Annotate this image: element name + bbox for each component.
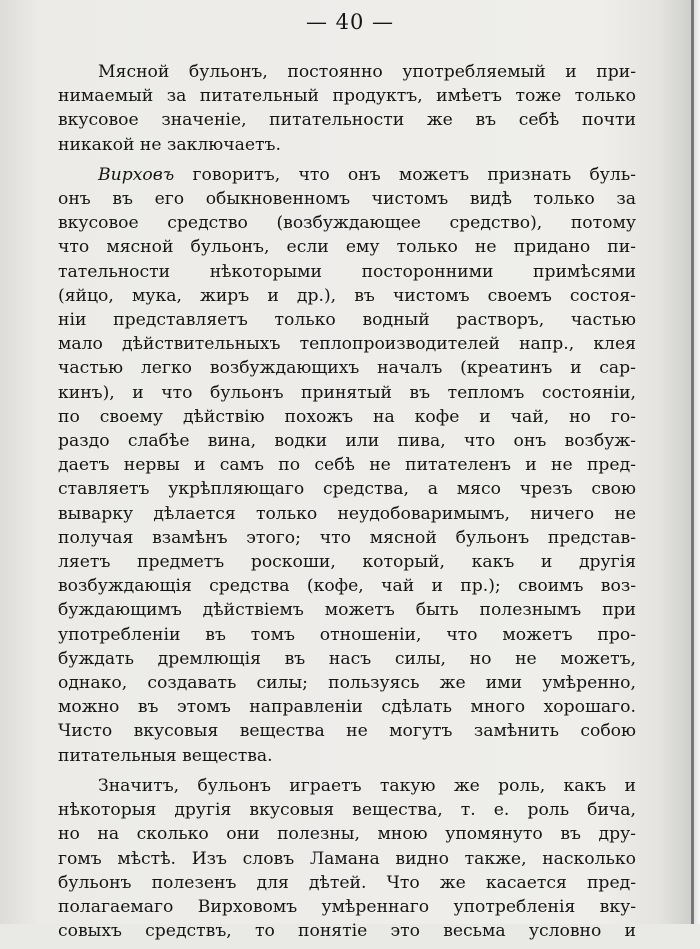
text-line: даетъ нервы и самъ по себѣ не питателенъ и не пред- <box>58 455 636 476</box>
text-line: никакой не заключаетъ. <box>58 134 281 155</box>
text-line: бульонъ полезенъ для дѣтей. Что же касается пред- <box>58 872 636 893</box>
text-line-first <box>58 163 636 187</box>
text-line: употребленіи въ томъ отношеніи, что можетъ про- <box>58 624 636 645</box>
author-name: Вирховъ <box>98 164 175 185</box>
text-line: онъ въ его обыкновенномъ чистомъ видѣ только за <box>58 189 636 210</box>
text-line: получая взамѣнъ этого; что мясной бульонъ представ- <box>58 527 636 548</box>
text-line: нѣкоторыя другія вкусовыя вещества, т. е. роль бича, <box>58 800 636 821</box>
text-line: возбуждающія средства (кофе, чай и пр.); своимъ воз- <box>58 576 636 597</box>
text-line: раздо слабѣе вина, водки или пива, что онъ возбуж- <box>58 431 636 452</box>
text-line: Чисто вкусовыя вещества не могутъ замѣнить собою <box>58 721 636 742</box>
text-line-rest: говоритъ, что онъ можетъ признать буль- <box>174 164 636 185</box>
text-line: но на сколько они полезны, мною упомянуто въ дру- <box>58 824 636 845</box>
text-line: мало дѣйствительныхъ теплопроизводителей напр., клея <box>58 334 636 355</box>
text-line: Значитъ, бульонъ играетъ такую же роль, какъ и <box>98 775 636 796</box>
text-line: гомъ мѣстѣ. Изъ словъ Ламана видно также, насколько <box>58 848 636 869</box>
paragraph-1 <box>58 60 636 157</box>
text-line: тательности нѣкоторыми посторонними примѣсями <box>58 261 636 282</box>
text-line: можно въ этомъ направленіи сдѣлать много хорошаго. <box>58 697 636 718</box>
page-text <box>58 60 636 949</box>
text-line: однако, создавать силы; пользуясь же ими умѣренно, <box>58 673 636 694</box>
text-line: вкусовое средство (возбуждающее средство), потому <box>58 213 636 234</box>
text-line: буждающимъ дѣйствіемъ можетъ быть полезнымъ при <box>58 600 636 621</box>
text-line: частью легко возбуждающихъ началъ (креатинъ и сар- <box>58 358 636 379</box>
text-line: питательныя вещества. <box>58 745 273 766</box>
paragraph-2 <box>58 163 636 768</box>
text-line: выварку дѣлается только неудобоваримымъ, ничего не <box>58 503 636 524</box>
text-line: по своему дѣйствію похожъ на кофе и чай, но го- <box>58 406 636 427</box>
text-line: ляетъ предметъ роскоши, который, какъ и другія <box>58 552 636 573</box>
text-line: вкусовое значеніе, питательности же въ себѣ почти <box>58 110 636 131</box>
text-line: полагаемаго Вирховомъ умѣреннаго употребленія вку- <box>58 896 636 917</box>
text-line: Мясной бульонъ, постоянно употребляемый и при- <box>98 62 636 82</box>
paragraph-3 <box>58 774 636 943</box>
text-line: буждать дремлющія въ насъ силы, но не можетъ, <box>58 648 636 669</box>
page-number: — 40 — <box>305 10 395 34</box>
text-line: (яйцо, мука, жиръ и др.), въ чистомъ своемъ состоя- <box>58 285 636 306</box>
text-line: ставляетъ укрѣпляющаго средства, а мясо чрезъ свою <box>58 479 636 500</box>
text-line: кинъ), и что бульонъ принятый въ тепломъ состояніи, <box>58 382 636 403</box>
text-line: ніи представляетъ только водный растворъ, частью <box>58 310 636 331</box>
text-line: совыхъ средствъ, то понятіе это весьма условно и <box>58 921 636 942</box>
text-line: что мясной бульонъ, если ему только не придано пи- <box>58 237 636 258</box>
page-edge-shadow <box>691 0 694 924</box>
text-line: нимаемый за питательный продуктъ, имѣетъ тоже только <box>58 86 636 107</box>
